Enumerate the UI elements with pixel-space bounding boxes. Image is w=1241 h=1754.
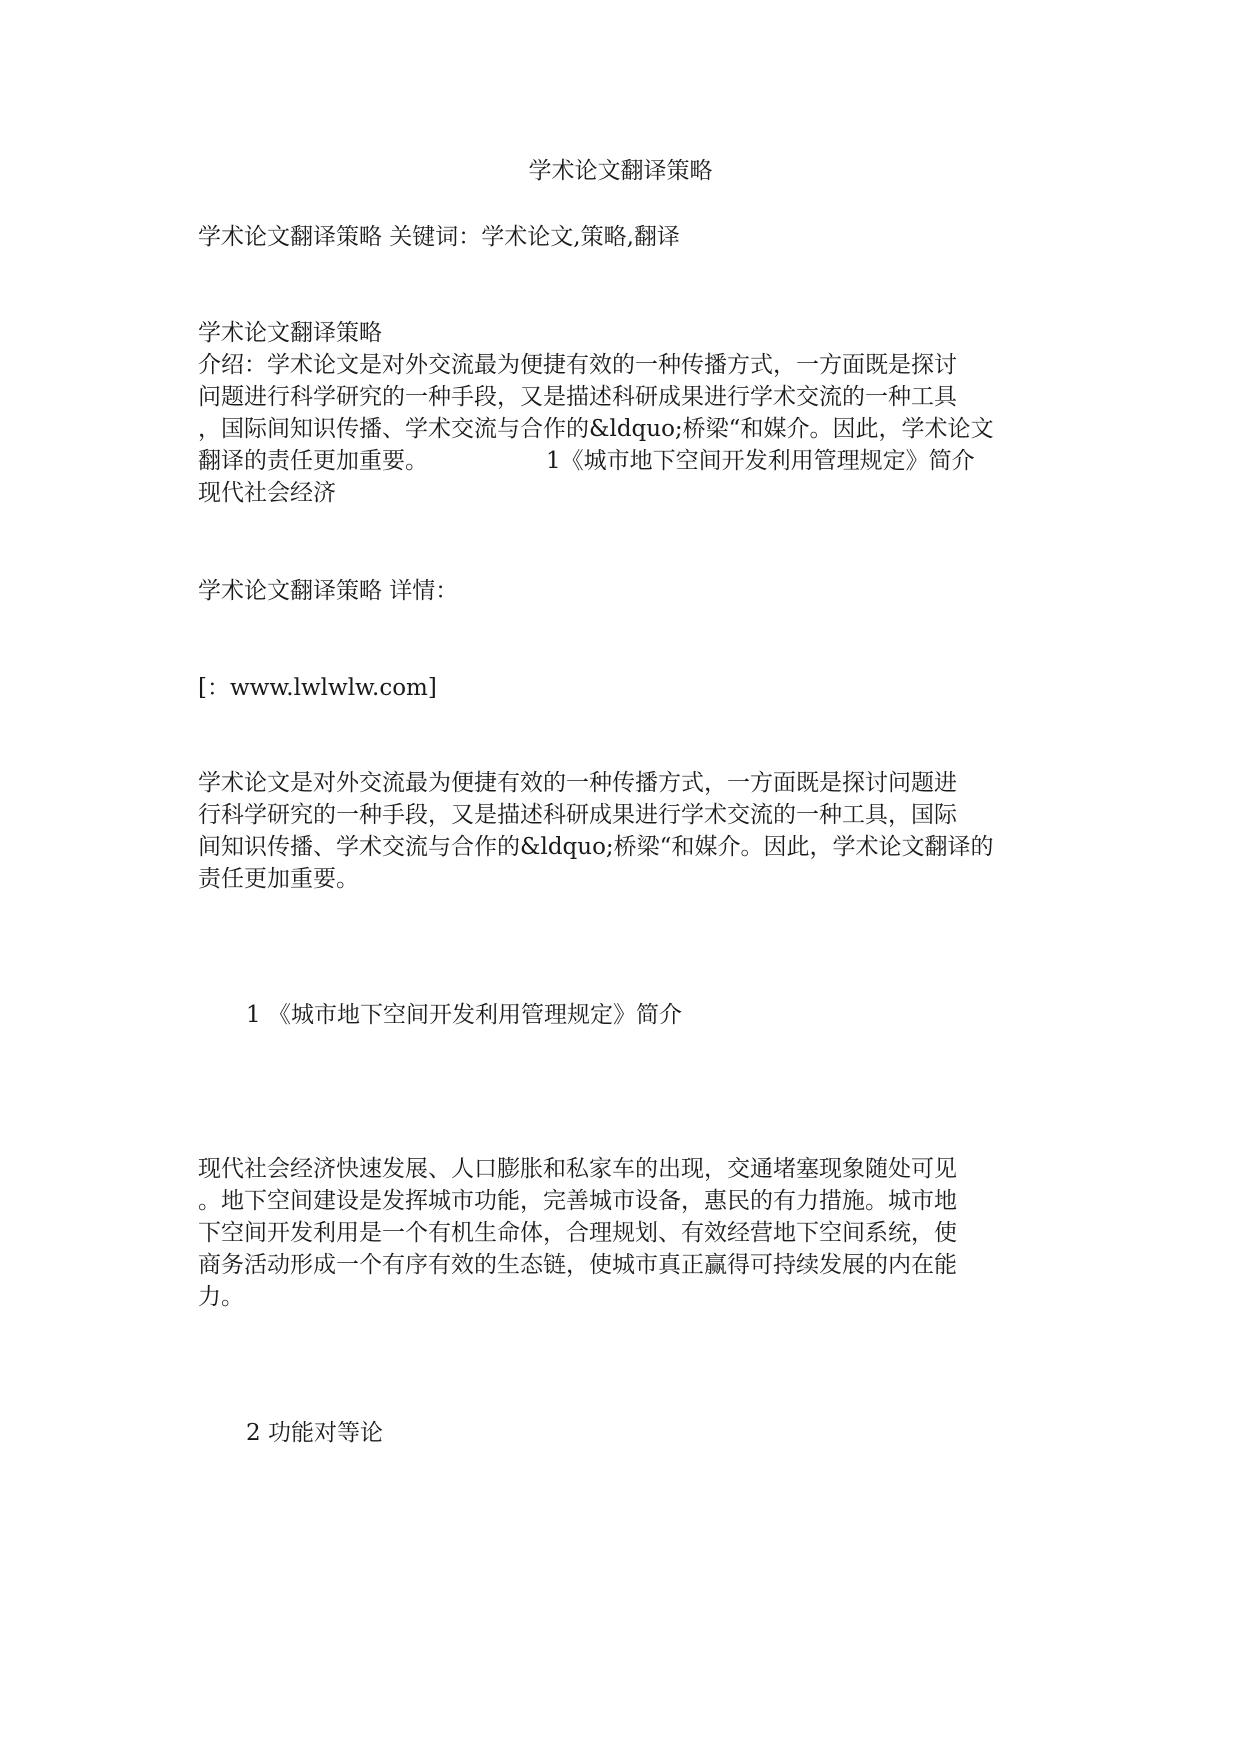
source-link: [：www.lwlwlw.com] [198, 675, 437, 701]
details-label: 学术论文翻译策略 详情： [198, 578, 459, 604]
paragraph-line: 间知识传播、学术交流与合作的&ldquo;桥梁“和媒介。因此，学术论文翻译的 [198, 834, 994, 860]
summary-heading: 学术论文翻译策略 [198, 320, 382, 346]
summary-line [198, 446, 975, 476]
section-heading: 1 《城市地下空间开发利用管理规定》简介 [246, 1002, 682, 1028]
summary-line: ，国际间知识传播、学术交流与合作的&ldquo;桥梁“和媒介。因此，学术论文 [198, 416, 994, 442]
summary-line: 现代社会经济 [198, 480, 336, 506]
paragraph-line: 行科学研究的一种手段，又是描述科研成果进行学术交流的一种工具，国际 [198, 802, 957, 828]
paragraph-line: 现代社会经济快速发展、人口膨胀和私家车的出现，交通堵塞现象随处可见 [198, 1156, 957, 1182]
summary-line-left: 翻译的责任更加重要。 [198, 448, 428, 474]
summary-line: 介绍：学术论文是对外交流最为便捷有效的一种传播方式，一方面既是探讨 [198, 352, 957, 378]
paragraph-line: 下空间开发利用是一个有机生命体，合理规划、有效经营地下空间系统，使 [198, 1220, 957, 1246]
keywords-line: 学术论文翻译策略 关键词：学术论文,策略,翻译 [198, 224, 680, 250]
paragraph-line: 责任更加重要。 [198, 866, 359, 892]
paragraph-line: 学术论文是对外交流最为便捷有效的一种传播方式，一方面既是探讨问题进 [198, 770, 957, 796]
page-title: 学术论文翻译策略 [528, 158, 713, 184]
paragraph-line: 商务活动形成一个有序有效的生态链，使城市真正赢得可持续发展的内在能 [198, 1252, 957, 1278]
paragraph-line: 。地下空间建设是发挥城市功能，完善城市设备，惠民的有力措施。城市地 [198, 1188, 957, 1214]
section-heading: 2 功能对等论 [246, 1420, 383, 1446]
paragraph-line: 力。 [198, 1284, 244, 1310]
summary-line-right: 1《城市地下空间开发利用管理规定》简介 [546, 448, 975, 474]
summary-line: 问题进行科学研究的一种手段，又是描述科研成果进行学术交流的一种工具 [198, 384, 957, 410]
